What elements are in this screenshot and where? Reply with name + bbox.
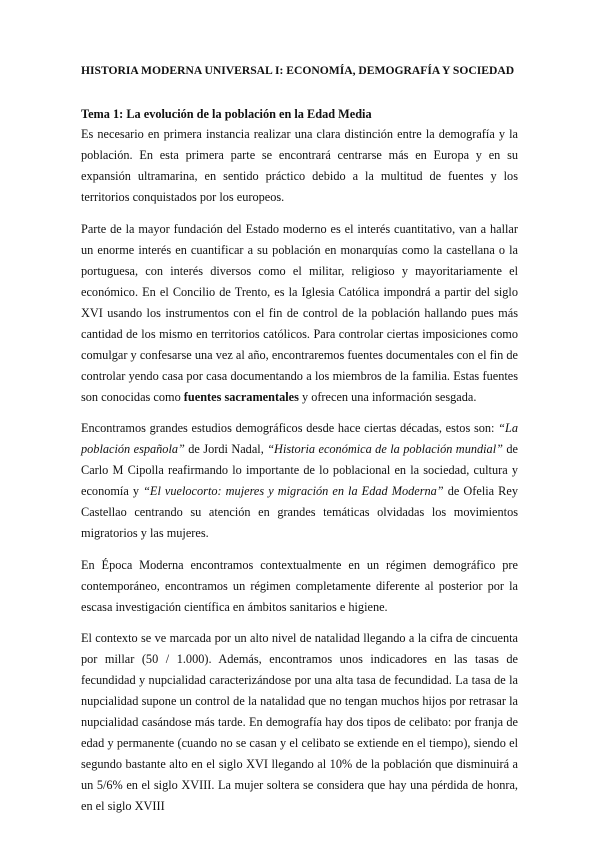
paragraph-2 bbox=[81, 219, 518, 408]
paragraph-3-text-a: Encontramos grandes estudios demográficos desde hace ciertas décadas, estos son: bbox=[81, 421, 499, 435]
topic-heading: Tema 1: La evolución de la población en la Edad Media bbox=[81, 107, 372, 121]
paragraph-2-bold-term: fuentes sacramentales bbox=[183, 389, 299, 404]
paragraph-2-text-a: Parte de la mayor fundación del Estado moderno es el interés cuantitativo, van a hallar un enorme interés en cuantificar a su población en monarquías como la castellana o la portuguesa, con interés diversos como el militar, religioso y mayoritariamente el económico. En el Concilio de Trento, es la Iglesia Católica impondrá a partir del siglo XVI usando los instrumentos con el fin de control de la población hallando pues más cantidad de los mismo en territorios católicos. Para controlar ciertas imposiciones como comulgar y confesarse una vez al año, encontraremos fuentes documentales con el fin de controlar yendo casa por casa documentando a los miembros de la familia. Estas fuentes son conocidas como bbox=[81, 221, 518, 404]
paragraph-3-text-g: de Ofelia Rey Castellao centrando su atención en grandes temáticas olvidadas los movimientos migratorios y las mujeres. bbox=[81, 484, 518, 540]
book-title-1: “La población española” bbox=[81, 421, 518, 456]
book-title-3: “El vuelocorto: mujeres y migración en la Edad Moderna” bbox=[143, 484, 444, 498]
paragraph-3-text-e: de Carlo M Cipolla reafirmando lo importante de lo poblacional en la sociedad, cultura y economía y bbox=[81, 442, 519, 498]
paragraph-1: Es necesario en primera instancia realizar una clara distinción entre la demografía y la población. En esta primera parte se encontrará centrarse más en Europa y en su expansión ultramarina, en sentido práctico debido a la multitud de fuentes y los territorios conquistados por los europeos. bbox=[81, 127, 518, 204]
paragraph-2-text-b: y ofrecen una información sesgada. bbox=[298, 389, 477, 404]
paragraph-3-text-c: de Jordi Nadal, bbox=[184, 442, 268, 456]
document-title: HISTORIA MODERNA UNIVERSAL I: ECONOMÍA, DEMOGRAFÍA Y SOCIEDAD bbox=[81, 64, 515, 77]
book-title-2: “Historia económica de la población mundial” bbox=[267, 442, 503, 456]
paragraph-4: En Época Moderna encontramos contextualmente en un régimen demográfico pre contemporáneo, encontramos un régimen completamente diferente al posterior por la escasa investigación científica en ámbitos sanitarios e higiene. bbox=[81, 557, 518, 614]
document-page bbox=[81, 62, 518, 828]
paragraph-5: El contexto se ve marcada por un alto nivel de natalidad llegando a la cifra de cincuenta por millar (50 / 1.000). Además, encontramos unos indicadores en las tasas de fecundidad y nupcialidad caracterizándose por una alta tasa de fecundidad. La tasa de la nupcialidad supone un control de la natalidad que no tengan muchos hijos por retrasar la nupcialidad casándose más tarde. En demografía hay dos tipos de celibato: por franja de edad y permanente (cuando no se casan y el celibato se extiende en el tiempo), siendo el segundo bastante alto en el siglo XVI llegando al 10% de la población que disminuirá a un 5/6% en el siglo XVIII. La mujer soltera se considera que hay una pérdida de honra, en el siglo XVIII bbox=[81, 631, 518, 813]
paragraph-3 bbox=[81, 418, 518, 544]
